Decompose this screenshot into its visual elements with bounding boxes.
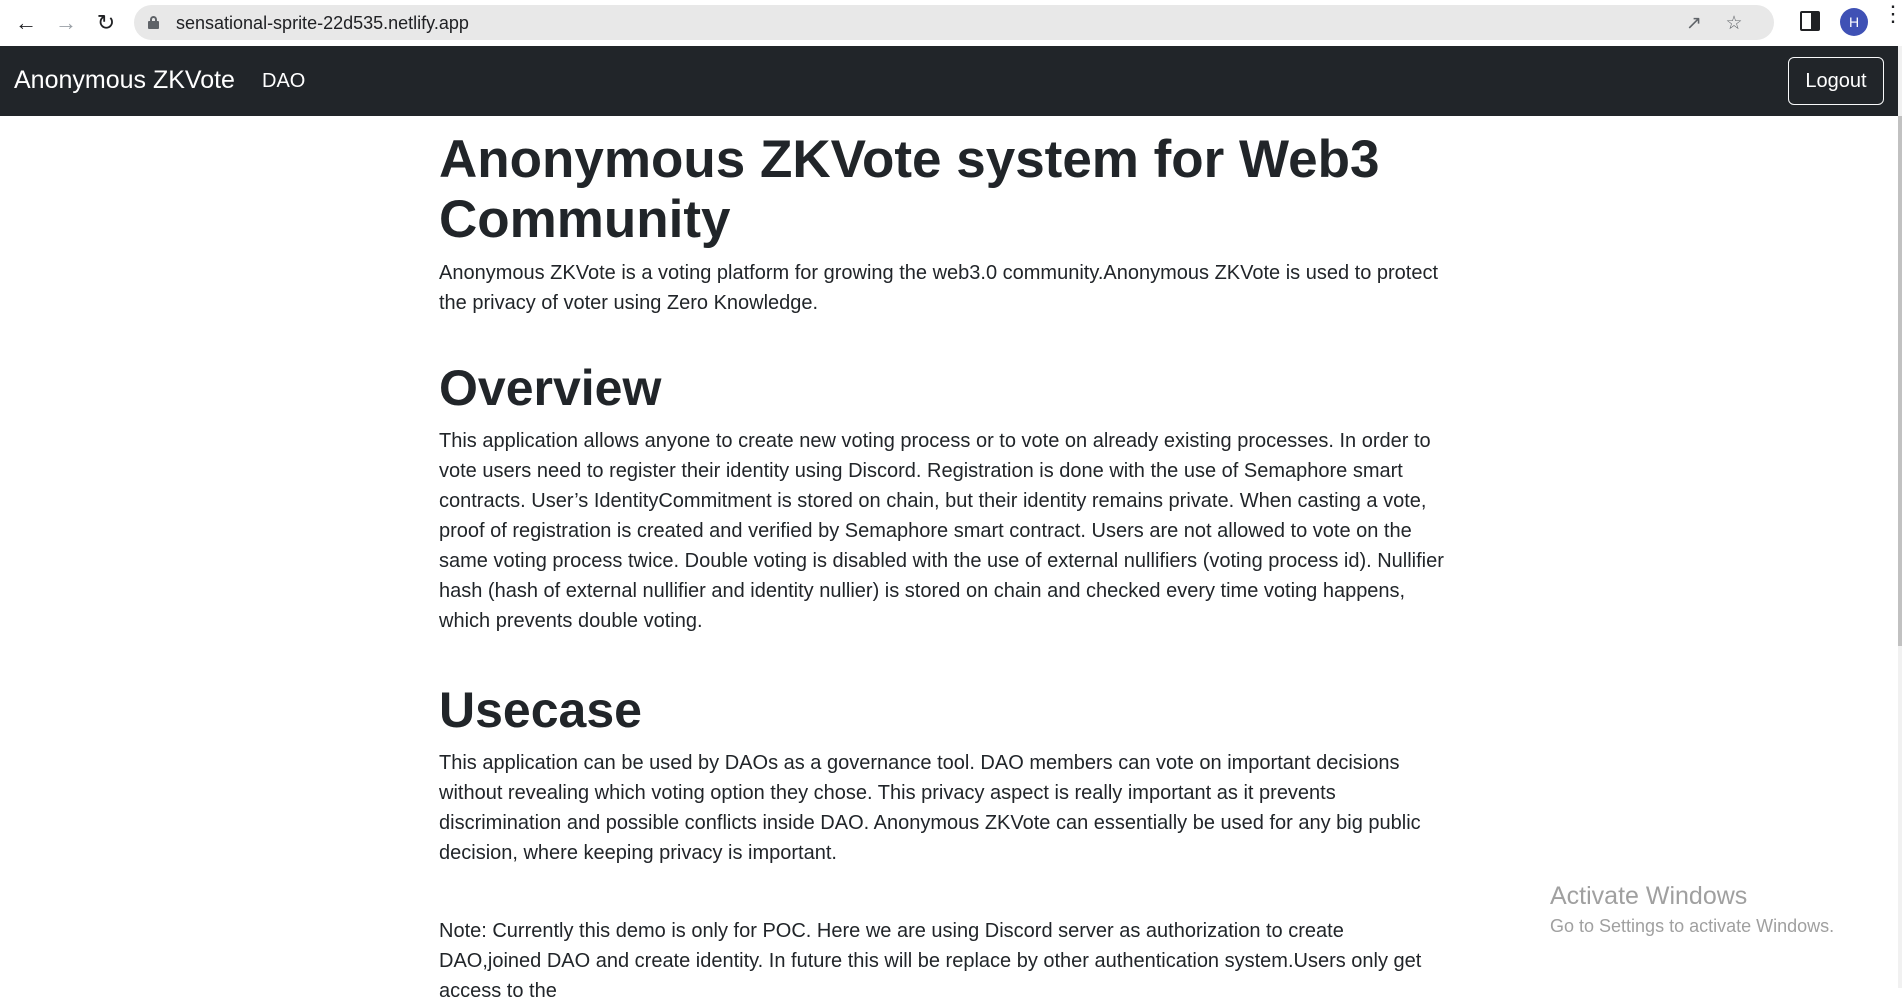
url-text[interactable]: sensational-sprite-22d535.netlify.app <box>176 13 469 33</box>
app-navbar <box>0 46 1898 116</box>
note-paragraph: Note: Currently this demo is only for POC. Here we are using Discord server as authorization to create DAO,joined DAO and create identity. In future this will be replace by other authentication system.Users only get access to the <box>439 920 1422 1002</box>
bookmark-star-icon[interactable]: ☆ <box>1725 12 1743 34</box>
page-title: Anonymous ZKVote system for Web3 Community <box>439 130 1380 249</box>
nav-link-dao[interactable]: DAO <box>262 70 306 92</box>
browser-toolbar <box>0 0 1902 46</box>
watermark-subtitle: Go to Settings to activate Windows. <box>1550 916 1835 936</box>
watermark-title: Activate Windows <box>1550 882 1748 910</box>
share-icon[interactable]: ↗ <box>1686 12 1702 34</box>
side-panel-icon[interactable] <box>1800 11 1820 31</box>
forward-arrow-icon[interactable]: → <box>55 10 77 35</box>
address-bar[interactable] <box>134 5 1774 40</box>
overview-heading: Overview <box>439 360 662 416</box>
main-content <box>439 130 1449 1006</box>
overview-paragraph: This application allows anyone to create new voting process or to vote on already existing processes. In order to vote users need to register their identity using Discord. Registration is done with the use of Semaphore smart contracts. User’s IdentityCommitment is stored on chain, but their identity remains private. When casting a vote, proof of registration is created and verified by Semaphore smart contract. Users are not allowed to vote on the same voting process twice. Double voting is disabled with the use of external nullifiers (voting process id). Nullifier hash (hash of external nullifier and identity nullier) is stored on chain and checked every time voting happens, which prevents double voting. <box>439 430 1444 632</box>
browser-menu-icon[interactable]: ⋮ <box>1882 1 1904 26</box>
lock-icon <box>148 16 159 29</box>
usecase-paragraph: This application can be used by DAOs as a governance tool. DAO members can vote on important decisions without revealing which voting option they chose. This privacy aspect is really important as it prevents discrimination and possible conflicts inside DAO. Anonymous ZKVote can essentially be used for any big public decision, where keeping privacy is important. <box>439 752 1421 864</box>
hero-description: Anonymous ZKVote is a voting platform for growing the web3.0 community.Anonymous ZKVote is used to protect the privacy of voter using Zero Knowledge. <box>439 262 1439 314</box>
usecase-heading: Usecase <box>439 682 642 738</box>
page-scrollbar[interactable] <box>1898 46 1902 988</box>
logout-button[interactable]: Logout <box>1788 57 1884 105</box>
back-arrow-icon[interactable]: ← <box>15 10 37 35</box>
brand-link[interactable]: Anonymous ZKVote <box>14 66 235 94</box>
reload-icon[interactable]: ↻ <box>96 10 116 35</box>
scrollbar-thumb[interactable] <box>1898 116 1902 646</box>
windows-activation-watermark <box>1550 880 1834 938</box>
profile-avatar[interactable]: H <box>1840 8 1868 36</box>
